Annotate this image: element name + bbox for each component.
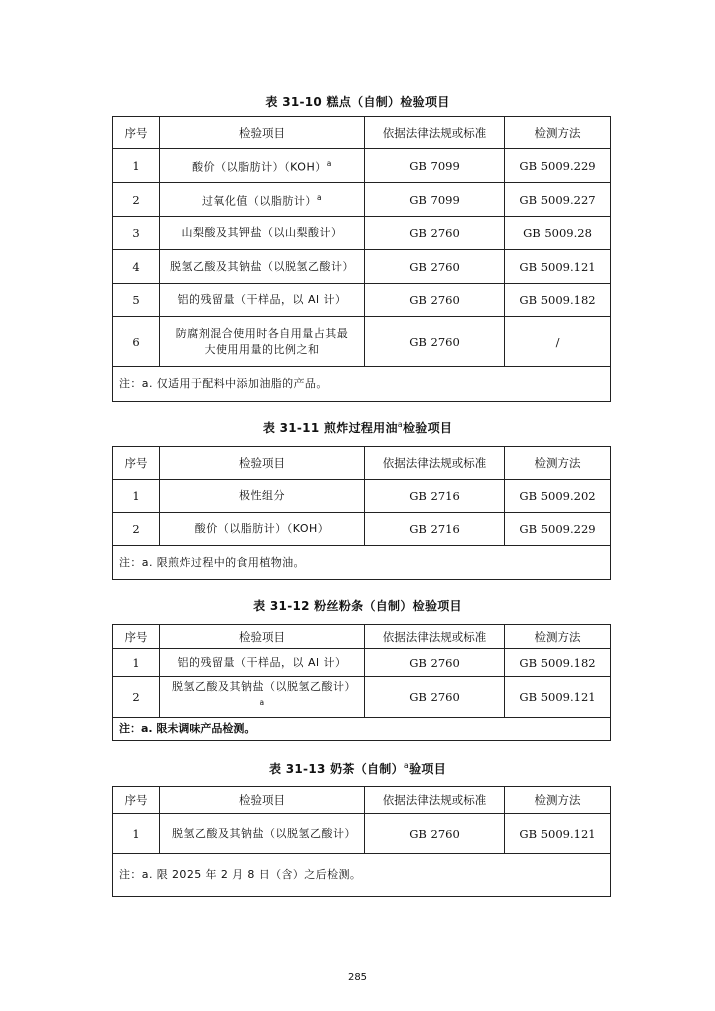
row-method: GB 5009.121 bbox=[505, 677, 611, 718]
header-standard: 依据法律法规或标准 bbox=[365, 625, 505, 649]
row-standard: GB 2760 bbox=[365, 814, 505, 854]
table2-caption: 表 31-11 煎炸过程用油$^a$检验项目 bbox=[262, 420, 453, 435]
header-item: 检验项目 bbox=[160, 117, 365, 149]
table-note: 注：a. 仅适用于配料中添加油脂的产品。 bbox=[113, 367, 611, 402]
row-no: 1 bbox=[113, 149, 160, 183]
table-row bbox=[113, 814, 611, 854]
row-method: GB 5009.227 bbox=[505, 183, 611, 217]
row-item: 铝的残留量（干样品，以 Al 计） bbox=[160, 284, 365, 317]
table1 bbox=[112, 116, 611, 402]
row-standard: GB 2760 bbox=[365, 217, 505, 250]
table-row bbox=[113, 149, 611, 183]
header-item: 检验项目 bbox=[160, 625, 365, 649]
table-row bbox=[113, 317, 611, 367]
row-item: 过氧化值（以脂肪计）$^a$ bbox=[160, 183, 365, 217]
header-no: 序号 bbox=[113, 117, 160, 149]
footnote-marker: a bbox=[316, 192, 323, 202]
row-method: GB 5009.229 bbox=[505, 513, 611, 546]
row-standard: GB 2760 bbox=[365, 317, 505, 367]
table4-note-row bbox=[113, 854, 611, 897]
footnote-marker: a bbox=[403, 761, 410, 770]
row-no: 1 bbox=[113, 649, 160, 677]
header-no: 序号 bbox=[113, 625, 160, 649]
row-standard: GB 2760 bbox=[365, 284, 505, 317]
table-row bbox=[113, 649, 611, 677]
table-note: 注：a. 限煎炸过程中的食用植物油。 bbox=[113, 546, 611, 580]
row-no: 2 bbox=[113, 677, 160, 718]
row-item: 山梨酸及其钾盐（以山梨酸计） bbox=[160, 217, 365, 250]
row-method: GB 5009.182 bbox=[505, 649, 611, 677]
row-standard: GB 7099 bbox=[365, 183, 505, 217]
table1-caption: 表 31-10 糕点（自制）检验项目 bbox=[265, 95, 450, 109]
table1-note-row bbox=[113, 367, 611, 402]
table-note: 注：a. 限未调味产品检测。 bbox=[113, 718, 611, 741]
table4-header-row bbox=[113, 787, 611, 814]
row-standard: GB 2716 bbox=[365, 513, 505, 546]
row-standard: GB 2760 bbox=[365, 250, 505, 284]
footnote-marker: a bbox=[259, 698, 265, 708]
row-item: 酸价（以脂肪计）（KOH）$^a$ bbox=[160, 149, 365, 183]
footnote-marker: a bbox=[326, 158, 332, 168]
table3-header-row bbox=[113, 625, 611, 649]
row-standard: GB 2760 bbox=[365, 649, 505, 677]
row-method: GB 5009.121 bbox=[505, 250, 611, 284]
header-standard: 依据法律法规或标准 bbox=[365, 787, 505, 814]
table-note: 注：a. 限 2025 年 2 月 8 日（含）之后检测。 bbox=[113, 854, 611, 897]
row-standard: GB 7099 bbox=[365, 149, 505, 183]
table3-caption: 表 31-12 粉丝粉条（自制）检验项目 bbox=[253, 599, 462, 613]
table2-note-row bbox=[113, 546, 611, 580]
header-method: 检测方法 bbox=[505, 117, 611, 149]
row-no: 2 bbox=[113, 513, 160, 546]
header-item: 检验项目 bbox=[160, 447, 365, 480]
row-no: 5 bbox=[113, 284, 160, 317]
row-method: GB 5009.182 bbox=[505, 284, 611, 317]
row-no: 6 bbox=[113, 317, 160, 367]
row-method: GB 5009.229 bbox=[505, 149, 611, 183]
row-method: GB 5009.28 bbox=[505, 217, 611, 250]
row-item: 酸价（以脂肪计）（KOH） bbox=[160, 513, 365, 546]
table2 bbox=[112, 446, 611, 580]
header-standard: 依据法律法规或标准 bbox=[365, 447, 505, 480]
row-no: 1 bbox=[113, 814, 160, 854]
row-no: 2 bbox=[113, 183, 160, 217]
header-method: 检测方法 bbox=[505, 625, 611, 649]
header-item: 检验项目 bbox=[160, 787, 365, 814]
row-method: GB 5009.202 bbox=[505, 480, 611, 513]
table-row bbox=[113, 250, 611, 284]
table3 bbox=[112, 624, 611, 741]
table1-header-row bbox=[113, 117, 611, 149]
row-item: 极性组分 bbox=[160, 480, 365, 513]
row-method: GB 5009.121 bbox=[505, 814, 611, 854]
table-row bbox=[113, 284, 611, 317]
header-no: 序号 bbox=[113, 447, 160, 480]
header-standard: 依据法律法规或标准 bbox=[365, 117, 505, 149]
row-item: 脱氢乙酸及其钠盐（以脱氢乙酸计）$^a$ bbox=[160, 677, 365, 718]
table-row bbox=[113, 217, 611, 250]
table2-header-row bbox=[113, 447, 611, 480]
table-row bbox=[113, 513, 611, 546]
page-number: 285 bbox=[347, 972, 368, 983]
table-row bbox=[113, 480, 611, 513]
row-item: 铝的残留量（干样品，以 Al 计） bbox=[160, 649, 365, 677]
header-method: 检测方法 bbox=[505, 447, 611, 480]
table3-note-row bbox=[113, 718, 611, 741]
row-item: 防腐剂混合使用时各自用量占其最大使用用量的比例之和 bbox=[160, 317, 365, 367]
header-no: 序号 bbox=[113, 787, 160, 814]
row-no: 3 bbox=[113, 217, 160, 250]
table4 bbox=[112, 786, 611, 897]
table4-caption: 表 31-13 奶茶（自制）$^a$验项目 bbox=[268, 761, 447, 776]
row-standard: GB 2760 bbox=[365, 677, 505, 718]
row-method: / bbox=[505, 317, 611, 367]
footnote-marker: a bbox=[397, 420, 403, 429]
row-standard: GB 2716 bbox=[365, 480, 505, 513]
row-item: 脱氢乙酸及其钠盐（以脱氢乙酸计） bbox=[160, 250, 365, 284]
row-no: 1 bbox=[113, 480, 160, 513]
row-item: 脱氢乙酸及其钠盐（以脱氢乙酸计） bbox=[160, 814, 365, 854]
row-no: 4 bbox=[113, 250, 160, 284]
table-row bbox=[113, 677, 611, 718]
header-method: 检测方法 bbox=[505, 787, 611, 814]
table-row bbox=[113, 183, 611, 217]
